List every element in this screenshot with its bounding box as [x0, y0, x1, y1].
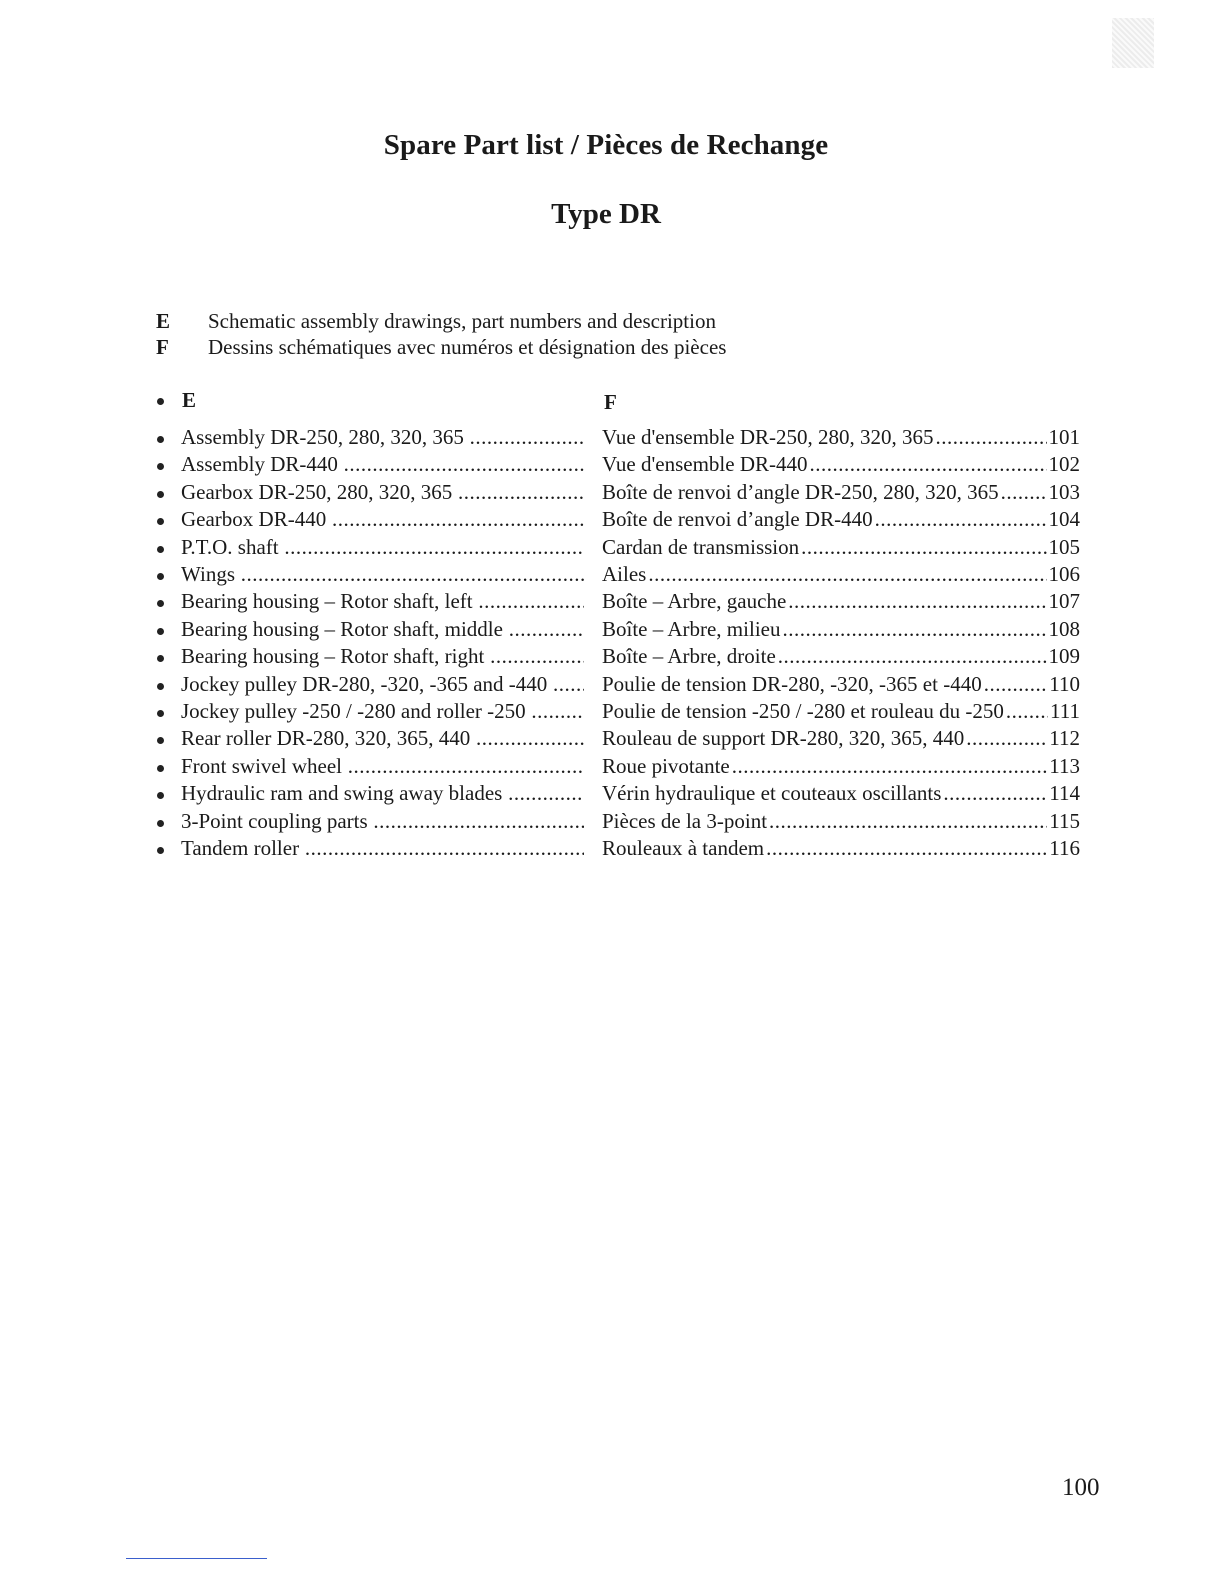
- entry-french-line: [602, 699, 1080, 724]
- column-header-english: E: [182, 388, 197, 412]
- entry-page-number: 112: [1049, 726, 1080, 750]
- page-number: 100: [1062, 1474, 1100, 1501]
- entry-french-line: [602, 452, 1080, 477]
- bullet-icon: [157, 600, 164, 607]
- entry-french: Poulie de tension DR-280, -320, -365 et -440: [602, 672, 982, 696]
- entry-english: Bearing housing – Rotor shaft, middle .....: [181, 617, 584, 642]
- entry-page-number: 103: [1048, 480, 1080, 504]
- entry-page-number: 114: [1049, 781, 1080, 805]
- bullet-icon: [157, 463, 164, 470]
- entry-page-number: 101: [1048, 425, 1080, 449]
- entry-page-number: 104: [1048, 507, 1080, 531]
- bullet-icon: [157, 737, 164, 744]
- entry-french-line: [602, 480, 1080, 505]
- entry-english: P.T.O. shaft .....: [181, 535, 584, 560]
- entry-english: Jockey pulley DR-280, -320, -365 and -440 .....: [181, 672, 584, 697]
- entry-french-line: [602, 425, 1080, 450]
- dot-leader: [766, 836, 1047, 861]
- entry-english: Tandem roller .....: [181, 836, 584, 861]
- entry-page-number: 115: [1049, 809, 1080, 833]
- dot-leader: [943, 781, 1047, 806]
- bullet-icon: [157, 792, 164, 799]
- entry-page-number: 105: [1048, 535, 1080, 559]
- entry-page-number: 108: [1048, 617, 1080, 641]
- entry-french-line: [602, 836, 1080, 861]
- entry-english: Front swivel wheel .....: [181, 754, 584, 779]
- entry-page-number: 107: [1048, 589, 1080, 613]
- entry-page-number: 113: [1049, 754, 1080, 778]
- dot-leader: [875, 507, 1047, 532]
- entry-french: Ailes: [602, 562, 647, 586]
- bullet-icon: [157, 683, 164, 690]
- bullet-icon: [157, 655, 164, 662]
- entry-english: Assembly DR-250, 280, 320, 365 .....: [181, 425, 584, 450]
- entry-page-number: 116: [1049, 836, 1080, 860]
- legend-text: Schematic assembly drawings, part numbers and description: [208, 309, 716, 333]
- entry-english: Bearing housing – Rotor shaft, right .....: [181, 644, 584, 669]
- entry-french-line: [602, 535, 1080, 560]
- bullet-icon: [157, 820, 164, 827]
- page-subtitle: Type DR: [551, 198, 661, 230]
- entry-french-line: [602, 781, 1080, 806]
- dot-leader: [935, 425, 1046, 450]
- scan-artifact: [1112, 18, 1154, 68]
- dot-leader: [801, 535, 1046, 560]
- dot-leader: [769, 809, 1047, 834]
- entry-french: Boîte de renvoi d’angle DR-440: [602, 507, 873, 531]
- legend-text: Dessins schématiques avec numéros et désignation des pièces: [208, 335, 727, 359]
- entry-french: Pièces de la 3-point: [602, 809, 768, 833]
- column-header-french: F: [604, 390, 617, 414]
- entry-french-line: [602, 562, 1080, 587]
- entry-french: Poulie de tension -250 / -280 et rouleau du -250: [602, 699, 1004, 723]
- bullet-icon: [157, 573, 164, 580]
- entry-french: Cardan de transmission: [602, 535, 800, 559]
- entry-english: Wings .....: [181, 562, 584, 587]
- entry-french: Vérin hydraulique et couteaux oscillants: [602, 781, 942, 805]
- entry-french-line: [602, 507, 1080, 532]
- bullet-icon: [157, 765, 164, 772]
- entry-french-line: [602, 617, 1080, 642]
- dot-leader: [984, 672, 1048, 697]
- entry-french-line: [602, 754, 1080, 779]
- entry-french: Boîte de renvoi d’angle DR-250, 280, 320, 365: [602, 480, 999, 504]
- footer-rule: [126, 1558, 267, 1559]
- bullet-icon: [157, 710, 164, 717]
- dot-leader: [732, 754, 1048, 779]
- dot-leader: [809, 452, 1046, 477]
- bullet-icon: [157, 491, 164, 498]
- dot-leader: [966, 726, 1047, 751]
- bullet-icon: [157, 436, 164, 443]
- entry-english: Bearing housing – Rotor shaft, left .....: [181, 589, 584, 614]
- entry-english: Rear roller DR-280, 320, 365, 440 .....: [181, 726, 584, 751]
- bullet-icon: [157, 546, 164, 553]
- entry-page-number: 111: [1050, 699, 1080, 723]
- entry-french-line: [602, 589, 1080, 614]
- page-title: Spare Part list / Pièces de Rechange: [383, 129, 829, 161]
- entry-french-line: [602, 809, 1080, 834]
- entry-french: Boîte – Arbre, gauche: [602, 589, 787, 613]
- entry-french: Rouleaux à tandem: [602, 836, 765, 860]
- entry-french-line: [602, 644, 1080, 669]
- entry-french: Roue pivotante: [602, 754, 730, 778]
- dot-leader: [778, 644, 1047, 669]
- entry-french-line: [602, 726, 1080, 751]
- dot-leader: [648, 562, 1046, 587]
- entry-french: Rouleau de support DR-280, 320, 365, 440: [602, 726, 965, 750]
- entry-english: 3-Point coupling parts .....: [181, 809, 584, 834]
- dot-leader: [788, 589, 1046, 614]
- dot-leader: [782, 617, 1046, 642]
- entry-french: Vue d'ensemble DR-250, 280, 320, 365: [602, 425, 934, 449]
- entry-page-number: 109: [1048, 644, 1080, 668]
- entry-english: Jockey pulley -250 / -280 and roller -250 .....: [181, 699, 584, 724]
- entry-french: Vue d'ensemble DR-440: [602, 452, 808, 476]
- entry-english: Gearbox DR-440 .....: [181, 507, 584, 532]
- entry-page-number: 102: [1048, 452, 1080, 476]
- entry-french: Boîte – Arbre, droite: [602, 644, 776, 668]
- entry-english: Assembly DR-440 .....: [181, 452, 584, 477]
- bullet-icon: [157, 628, 164, 635]
- entry-english: Gearbox DR-250, 280, 320, 365 .....: [181, 480, 584, 505]
- dot-leader: [1006, 699, 1048, 724]
- bullet-icon: [157, 847, 164, 854]
- legend-code: E: [156, 309, 171, 333]
- bullet-icon: [157, 398, 164, 405]
- entry-page-number: 106: [1048, 562, 1080, 586]
- dot-leader: [1001, 480, 1047, 505]
- entry-english: Hydraulic ram and swing away blades .....: [181, 781, 584, 806]
- entry-page-number: 110: [1049, 672, 1080, 696]
- entry-french-line: [602, 672, 1080, 697]
- entry-french: Boîte – Arbre, milieu: [602, 617, 781, 641]
- bullet-icon: [157, 518, 164, 525]
- legend-code: F: [156, 335, 169, 359]
